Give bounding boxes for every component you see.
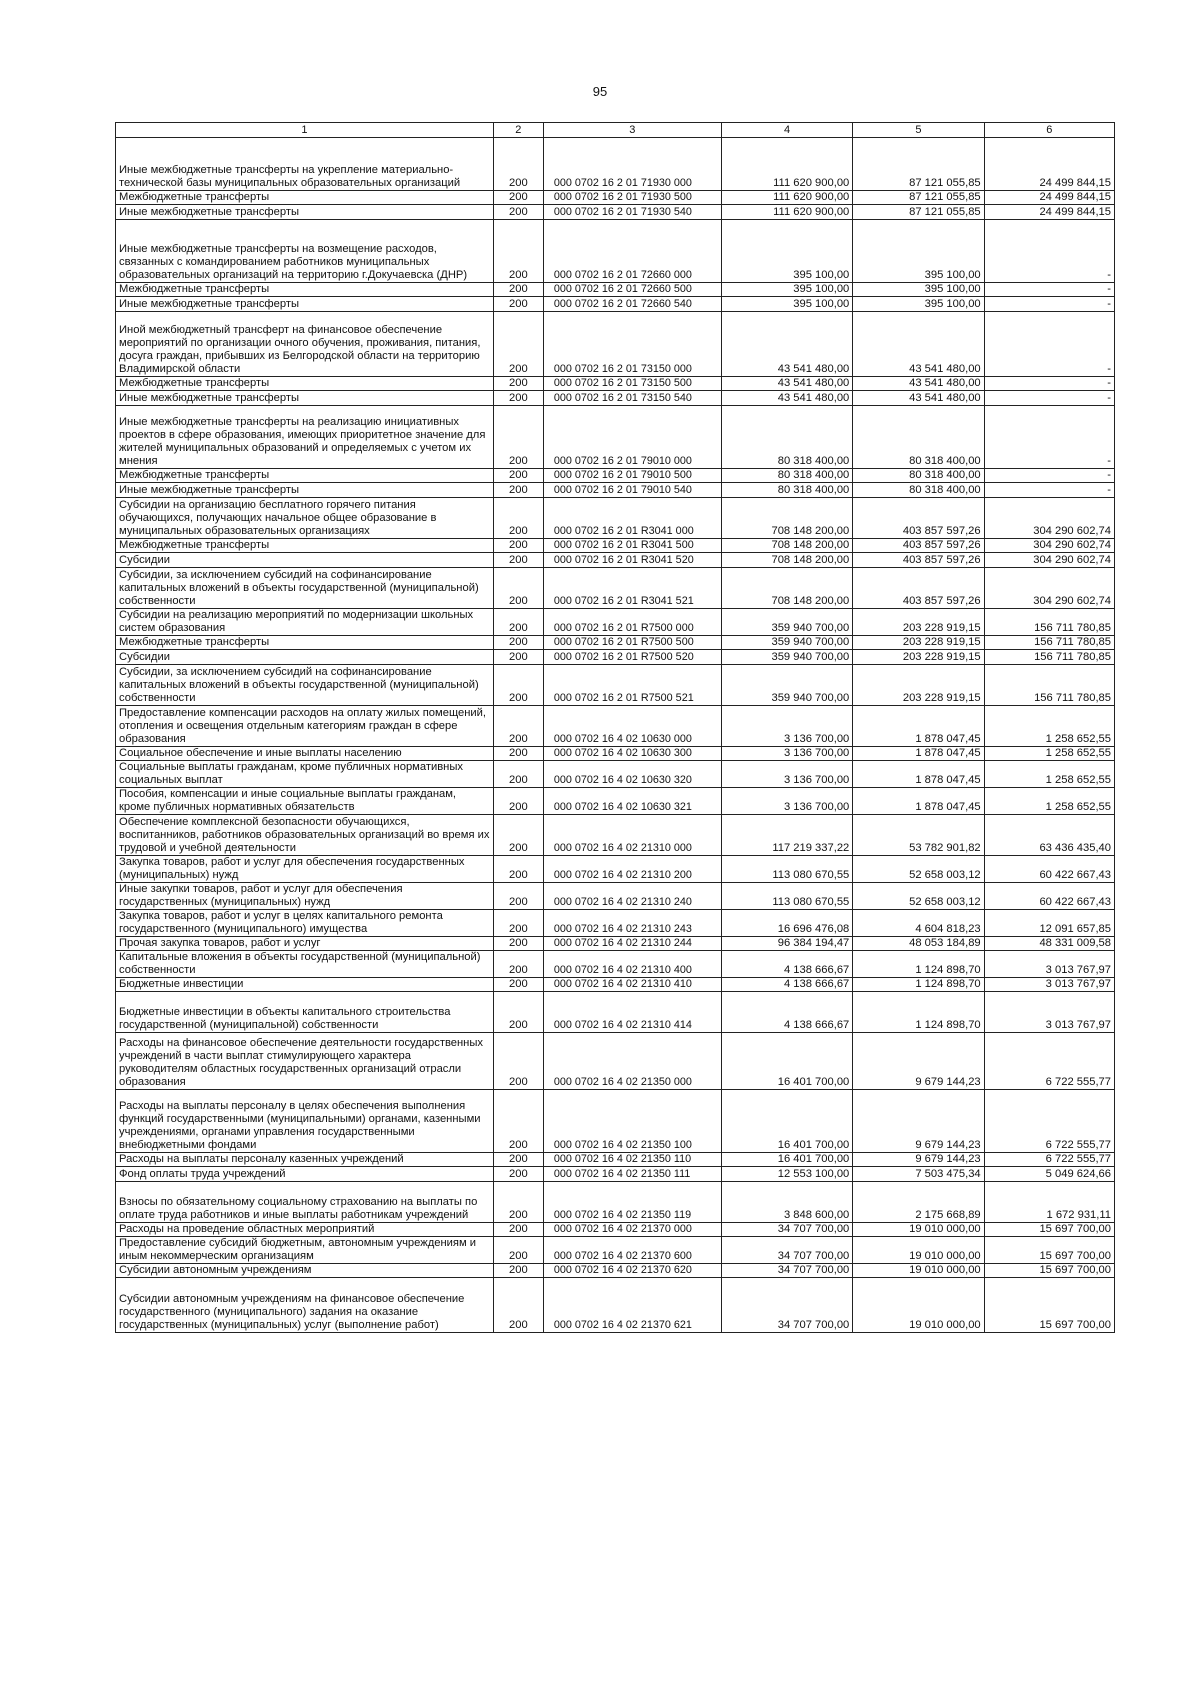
row-code: 000 0702 16 4 02 21350 110 (543, 1153, 721, 1167)
row-rest: 304 290 602,74 (984, 498, 1114, 539)
row-exec: 395 100,00 (853, 297, 984, 312)
row-plan: 113 080 670,55 (721, 883, 852, 910)
row-plan: 359 940 700,00 (721, 650, 852, 665)
table-row (116, 191, 1115, 205)
table-row (116, 1264, 1115, 1278)
row-plan: 34 707 700,00 (721, 1237, 852, 1264)
table-row (116, 856, 1115, 883)
row-name: Бюджетные инвестиции в объекты капитального строительства государственной (муниципальной) собственности (116, 992, 494, 1033)
row-rest: 304 290 602,74 (984, 539, 1114, 553)
row-exec: 4 604 818,23 (853, 910, 984, 937)
row-name: Социальные выплаты гражданам, кроме публичных нормативных социальных выплат (116, 761, 494, 788)
row-exec: 1 878 047,45 (853, 788, 984, 815)
table-row (116, 220, 1115, 283)
row-name: Межбюджетные трансферты (116, 469, 494, 483)
row-plan: 16 696 476,08 (721, 910, 852, 937)
row-name: Расходы на выплаты персоналу в целях обеспечения выполнения функций государственными (муниципальными) органами, казенными учреждениями, органами управления государственными внебюджетными фондами (116, 1090, 494, 1153)
row-code: 000 0702 16 4 02 10630 000 (543, 706, 721, 747)
row-grbs: 200 (493, 951, 543, 978)
table-row (116, 788, 1115, 815)
column-header: 2 (493, 123, 543, 138)
row-exec: 87 121 055,85 (853, 138, 984, 191)
table-row (116, 1167, 1115, 1182)
row-plan: 4 138 666,67 (721, 978, 852, 992)
row-grbs: 200 (493, 1264, 543, 1278)
table-header-row (116, 123, 1115, 138)
row-code: 000 0702 16 4 02 21350 119 (543, 1182, 721, 1223)
row-code: 000 0702 16 2 01 72660 000 (543, 220, 721, 283)
row-name: Обеспечение комплексной безопасности обучающихся, воспитанников, работников образовательных организаций во время их трудовой и учебной деятельности (116, 815, 494, 856)
row-exec: 203 228 919,15 (853, 650, 984, 665)
table-row (116, 978, 1115, 992)
row-grbs: 200 (493, 747, 543, 761)
row-exec: 43 541 480,00 (853, 312, 984, 377)
row-grbs: 200 (493, 138, 543, 191)
row-code: 000 0702 16 4 02 21310 000 (543, 815, 721, 856)
row-code: 000 0702 16 2 01 71930 540 (543, 205, 721, 220)
row-plan: 43 541 480,00 (721, 312, 852, 377)
row-grbs: 200 (493, 205, 543, 220)
table-row (116, 609, 1115, 636)
table-row (116, 568, 1115, 609)
row-rest: - (984, 391, 1114, 406)
row-grbs: 200 (493, 483, 543, 498)
table-row (116, 1278, 1115, 1333)
row-code: 000 0702 16 4 02 21310 240 (543, 883, 721, 910)
row-name: Капитальные вложения в объекты государственной (муниципальной) собственности (116, 951, 494, 978)
row-name: Субсидии, за исключением субсидий на софинансирование капитальных вложений в объекты государственной (муниципальной) собственности (116, 568, 494, 609)
row-grbs: 200 (493, 1278, 543, 1333)
row-rest: 156 711 780,85 (984, 650, 1114, 665)
row-grbs: 200 (493, 706, 543, 747)
row-rest: 15 697 700,00 (984, 1237, 1114, 1264)
row-name: Субсидии (116, 650, 494, 665)
row-code: 000 0702 16 2 01 73150 540 (543, 391, 721, 406)
row-rest: 15 697 700,00 (984, 1264, 1114, 1278)
row-rest: 1 258 652,55 (984, 761, 1114, 788)
row-plan: 4 138 666,67 (721, 951, 852, 978)
column-header: 5 (853, 123, 984, 138)
row-plan: 3 136 700,00 (721, 761, 852, 788)
table-row (116, 539, 1115, 553)
row-rest: 5 049 624,66 (984, 1167, 1114, 1182)
row-name: Иные межбюджетные трансферты (116, 483, 494, 498)
column-header: 1 (116, 123, 494, 138)
row-name: Субсидии, за исключением субсидий на софинансирование капитальных вложений в объекты государственной (муниципальной) собственности (116, 665, 494, 706)
row-exec: 9 679 144,23 (853, 1153, 984, 1167)
row-code: 000 0702 16 2 01 71930 000 (543, 138, 721, 191)
row-rest: 60 422 667,43 (984, 856, 1114, 883)
row-plan: 395 100,00 (721, 283, 852, 297)
row-exec: 1 878 047,45 (853, 761, 984, 788)
row-plan: 16 401 700,00 (721, 1153, 852, 1167)
row-exec: 80 318 400,00 (853, 406, 984, 469)
row-rest: 304 290 602,74 (984, 553, 1114, 568)
row-grbs: 200 (493, 553, 543, 568)
row-exec: 403 857 597,26 (853, 498, 984, 539)
row-plan: 111 620 900,00 (721, 205, 852, 220)
row-code: 000 0702 16 4 02 21310 414 (543, 992, 721, 1033)
row-plan: 708 148 200,00 (721, 498, 852, 539)
row-rest: 24 499 844,15 (984, 191, 1114, 205)
row-plan: 96 384 194,47 (721, 937, 852, 951)
table-row (116, 650, 1115, 665)
row-exec: 395 100,00 (853, 283, 984, 297)
table-row (116, 706, 1115, 747)
row-rest: 63 436 435,40 (984, 815, 1114, 856)
row-code: 000 0702 16 2 01 79010 540 (543, 483, 721, 498)
row-name: Субсидии автономным учреждениям на финансовое обеспечение государственного (муниципального) задания на оказание государственных (муниципальных) услуг (выполнение работ) (116, 1278, 494, 1333)
row-code: 000 0702 16 4 02 21310 400 (543, 951, 721, 978)
row-grbs: 200 (493, 978, 543, 992)
row-plan: 3 136 700,00 (721, 747, 852, 761)
row-grbs: 200 (493, 665, 543, 706)
row-exec: 203 228 919,15 (853, 665, 984, 706)
row-rest: 156 711 780,85 (984, 636, 1114, 650)
row-rest: 1 258 652,55 (984, 747, 1114, 761)
row-grbs: 200 (493, 1153, 543, 1167)
table-row (116, 747, 1115, 761)
row-grbs: 200 (493, 377, 543, 391)
row-rest: - (984, 483, 1114, 498)
table-row (116, 1033, 1115, 1090)
row-name: Иные закупки товаров, работ и услуг для обеспечения государственных (муниципальных) нужд (116, 883, 494, 910)
row-plan: 80 318 400,00 (721, 469, 852, 483)
row-rest: 1 258 652,55 (984, 788, 1114, 815)
row-grbs: 200 (493, 910, 543, 937)
row-exec: 1 124 898,70 (853, 951, 984, 978)
row-exec: 19 010 000,00 (853, 1223, 984, 1237)
row-plan: 4 138 666,67 (721, 992, 852, 1033)
row-plan: 111 620 900,00 (721, 191, 852, 205)
row-name: Субсидии на реализацию мероприятий по модернизации школьных систем образования (116, 609, 494, 636)
row-rest: - (984, 283, 1114, 297)
row-code: 000 0702 16 4 02 21350 000 (543, 1033, 721, 1090)
row-exec: 87 121 055,85 (853, 191, 984, 205)
row-plan: 708 148 200,00 (721, 539, 852, 553)
row-grbs: 200 (493, 992, 543, 1033)
table-row (116, 1182, 1115, 1223)
row-exec: 43 541 480,00 (853, 391, 984, 406)
row-code: 000 0702 16 4 02 21310 410 (543, 978, 721, 992)
row-code: 000 0702 16 2 01 73150 500 (543, 377, 721, 391)
row-name: Субсидии на организацию бесплатного горячего питания обучающихся, получающих начальное общее образование в муниципальных образовательных организациях (116, 498, 494, 539)
row-rest: - (984, 297, 1114, 312)
row-name: Предоставление компенсации расходов на оплату жилых помещений, отопления и освещения отдельным категориям граждан в сфере образования (116, 706, 494, 747)
row-grbs: 200 (493, 1223, 543, 1237)
row-plan: 16 401 700,00 (721, 1090, 852, 1153)
row-exec: 1 878 047,45 (853, 747, 984, 761)
row-code: 000 0702 16 2 01 72660 500 (543, 283, 721, 297)
row-rest: - (984, 406, 1114, 469)
row-exec: 19 010 000,00 (853, 1237, 984, 1264)
page-number: 95 (592, 84, 608, 99)
table-row (116, 553, 1115, 568)
row-plan: 16 401 700,00 (721, 1033, 852, 1090)
row-grbs: 200 (493, 856, 543, 883)
row-code: 000 0702 16 2 01 R7500 521 (543, 665, 721, 706)
row-plan: 359 940 700,00 (721, 609, 852, 636)
row-exec: 43 541 480,00 (853, 377, 984, 391)
row-exec: 403 857 597,26 (853, 553, 984, 568)
row-rest: 1 258 652,55 (984, 706, 1114, 747)
table-row (116, 297, 1115, 312)
row-rest: 60 422 667,43 (984, 883, 1114, 910)
row-code: 000 0702 16 4 02 21310 200 (543, 856, 721, 883)
row-grbs: 200 (493, 406, 543, 469)
row-rest: 3 013 767,97 (984, 951, 1114, 978)
row-code: 000 0702 16 2 01 R3041 000 (543, 498, 721, 539)
row-grbs: 200 (493, 297, 543, 312)
table-row (116, 483, 1115, 498)
row-rest: 156 711 780,85 (984, 609, 1114, 636)
row-name: Закупка товаров, работ и услуг для обеспечения государственных (муниципальных) нужд (116, 856, 494, 883)
table-row (116, 138, 1115, 191)
budget-table (115, 122, 1115, 1333)
row-grbs: 200 (493, 1033, 543, 1090)
row-rest: 6 722 555,77 (984, 1090, 1114, 1153)
row-plan: 111 620 900,00 (721, 138, 852, 191)
row-grbs: 200 (493, 815, 543, 856)
row-grbs: 200 (493, 568, 543, 609)
table-row (116, 910, 1115, 937)
column-header: 6 (984, 123, 1114, 138)
row-rest: - (984, 377, 1114, 391)
row-exec: 2 175 668,89 (853, 1182, 984, 1223)
row-plan: 395 100,00 (721, 220, 852, 283)
table-row (116, 283, 1115, 297)
row-plan: 34 707 700,00 (721, 1278, 852, 1333)
row-plan: 708 148 200,00 (721, 568, 852, 609)
row-rest: 15 697 700,00 (984, 1223, 1114, 1237)
row-exec: 80 318 400,00 (853, 469, 984, 483)
row-name: Иные межбюджетные трансферты (116, 205, 494, 220)
row-plan: 34 707 700,00 (721, 1264, 852, 1278)
row-name: Бюджетные инвестиции (116, 978, 494, 992)
row-rest: 156 711 780,85 (984, 665, 1114, 706)
row-name: Межбюджетные трансферты (116, 539, 494, 553)
table-row (116, 1223, 1115, 1237)
row-exec: 203 228 919,15 (853, 636, 984, 650)
row-name: Иные межбюджетные трансферты на возмещение расходов, связанных с командированием работников муниципальных образовательных организаций на территорию г.Докучаевска (ДНР) (116, 220, 494, 283)
row-plan: 113 080 670,55 (721, 856, 852, 883)
row-plan: 359 940 700,00 (721, 636, 852, 650)
row-code: 000 0702 16 4 02 21370 600 (543, 1237, 721, 1264)
row-grbs: 200 (493, 391, 543, 406)
row-exec: 403 857 597,26 (853, 539, 984, 553)
row-plan: 3 848 600,00 (721, 1182, 852, 1223)
row-code: 000 0702 16 4 02 21350 100 (543, 1090, 721, 1153)
row-plan: 3 136 700,00 (721, 706, 852, 747)
row-exec: 52 658 003,12 (853, 856, 984, 883)
row-rest: 24 499 844,15 (984, 138, 1114, 191)
row-name: Иные межбюджетные трансферты (116, 297, 494, 312)
row-code: 000 0702 16 2 01 73150 000 (543, 312, 721, 377)
row-plan: 708 148 200,00 (721, 553, 852, 568)
row-code: 000 0702 16 4 02 21370 621 (543, 1278, 721, 1333)
row-grbs: 200 (493, 1237, 543, 1264)
row-name: Межбюджетные трансферты (116, 283, 494, 297)
row-name: Межбюджетные трансферты (116, 377, 494, 391)
table-row (116, 937, 1115, 951)
row-rest: 3 013 767,97 (984, 992, 1114, 1033)
row-code: 000 0702 16 2 01 72660 540 (543, 297, 721, 312)
row-grbs: 200 (493, 191, 543, 205)
row-exec: 53 782 901,82 (853, 815, 984, 856)
row-rest: 6 722 555,77 (984, 1033, 1114, 1090)
row-grbs: 200 (493, 220, 543, 283)
table-row (116, 1237, 1115, 1264)
row-exec: 19 010 000,00 (853, 1264, 984, 1278)
row-grbs: 200 (493, 650, 543, 665)
table-row (116, 312, 1115, 377)
table-row (116, 205, 1115, 220)
row-exec: 9 679 144,23 (853, 1033, 984, 1090)
table-row (116, 636, 1115, 650)
row-plan: 34 707 700,00 (721, 1223, 852, 1237)
row-name: Иные межбюджетные трансферты (116, 391, 494, 406)
row-name: Расходы на проведение областных мероприятий (116, 1223, 494, 1237)
row-exec: 80 318 400,00 (853, 483, 984, 498)
row-rest: - (984, 312, 1114, 377)
row-name: Субсидии автономным учреждениям (116, 1264, 494, 1278)
row-exec: 1 878 047,45 (853, 706, 984, 747)
row-code: 000 0702 16 2 01 R3041 500 (543, 539, 721, 553)
row-grbs: 200 (493, 1090, 543, 1153)
row-plan: 43 541 480,00 (721, 391, 852, 406)
table-row (116, 469, 1115, 483)
row-grbs: 200 (493, 1167, 543, 1182)
row-code: 000 0702 16 2 01 R7500 500 (543, 636, 721, 650)
table-row (116, 1090, 1115, 1153)
table-row (116, 665, 1115, 706)
row-code: 000 0702 16 4 02 10630 320 (543, 761, 721, 788)
row-name: Иной межбюджетный трансферт на финансовое обеспечение мероприятий по организации очного обучения, проживания, питания, досуга граждан, прибывших из Белгородской области на территорию Владимирской области (116, 312, 494, 377)
row-plan: 80 318 400,00 (721, 406, 852, 469)
row-rest: 15 697 700,00 (984, 1278, 1114, 1333)
row-rest: - (984, 220, 1114, 283)
row-code: 000 0702 16 4 02 21370 000 (543, 1223, 721, 1237)
row-exec: 52 658 003,12 (853, 883, 984, 910)
row-rest: - (984, 469, 1114, 483)
column-header: 3 (543, 123, 721, 138)
row-code: 000 0702 16 4 02 21370 620 (543, 1264, 721, 1278)
row-plan: 80 318 400,00 (721, 483, 852, 498)
row-code: 000 0702 16 2 01 79010 500 (543, 469, 721, 483)
row-name: Закупка товаров, работ и услуг в целях капитального ремонта государственного (муниципального) имущества (116, 910, 494, 937)
row-name: Взносы по обязательному социальному страхованию на выплаты по оплате труда работников и иные выплаты работникам учреждений (116, 1182, 494, 1223)
row-exec: 203 228 919,15 (853, 609, 984, 636)
row-plan: 359 940 700,00 (721, 665, 852, 706)
row-rest: 6 722 555,77 (984, 1153, 1114, 1167)
row-grbs: 200 (493, 636, 543, 650)
row-code: 000 0702 16 2 01 R3041 521 (543, 568, 721, 609)
row-exec: 87 121 055,85 (853, 205, 984, 220)
row-grbs: 200 (493, 539, 543, 553)
row-name: Иные межбюджетные трансферты на реализацию инициативных проектов в сфере образования, имеющих приоритетное значение для жителей муниципальных образований и определяемых с учетом их мнения (116, 406, 494, 469)
row-exec: 403 857 597,26 (853, 568, 984, 609)
row-grbs: 200 (493, 883, 543, 910)
row-name: Субсидии (116, 553, 494, 568)
row-grbs: 200 (493, 609, 543, 636)
row-rest: 1 672 931,11 (984, 1182, 1114, 1223)
row-grbs: 200 (493, 469, 543, 483)
column-header: 4 (721, 123, 852, 138)
row-rest: 24 499 844,15 (984, 205, 1114, 220)
row-plan: 117 219 337,22 (721, 815, 852, 856)
table-row (116, 992, 1115, 1033)
row-grbs: 200 (493, 788, 543, 815)
table-row (116, 1153, 1115, 1167)
row-code: 000 0702 16 4 02 21310 244 (543, 937, 721, 951)
row-code: 000 0702 16 4 02 10630 321 (543, 788, 721, 815)
row-grbs: 200 (493, 937, 543, 951)
table-row (116, 406, 1115, 469)
row-exec: 19 010 000,00 (853, 1278, 984, 1333)
row-code: 000 0702 16 4 02 21310 243 (543, 910, 721, 937)
row-name: Предоставление субсидий бюджетным, автономным учреждениям и иным некоммерческим организациям (116, 1237, 494, 1264)
row-exec: 395 100,00 (853, 220, 984, 283)
table-row (116, 883, 1115, 910)
row-exec: 1 124 898,70 (853, 992, 984, 1033)
row-rest: 12 091 657,85 (984, 910, 1114, 937)
row-code: 000 0702 16 4 02 10630 300 (543, 747, 721, 761)
row-rest: 48 331 009,58 (984, 937, 1114, 951)
row-name: Иные межбюджетные трансферты на укрепление материально-технической базы муниципальных образовательных организаций (116, 138, 494, 191)
row-grbs: 200 (493, 312, 543, 377)
row-code: 000 0702 16 2 01 71930 500 (543, 191, 721, 205)
row-rest: 304 290 602,74 (984, 568, 1114, 609)
row-exec: 48 053 184,89 (853, 937, 984, 951)
row-name: Межбюджетные трансферты (116, 636, 494, 650)
row-grbs: 200 (493, 498, 543, 539)
row-name: Социальное обеспечение и иные выплаты населению (116, 747, 494, 761)
row-code: 000 0702 16 2 01 R7500 520 (543, 650, 721, 665)
row-plan: 395 100,00 (721, 297, 852, 312)
row-exec: 1 124 898,70 (853, 978, 984, 992)
row-grbs: 200 (493, 761, 543, 788)
table-row (116, 761, 1115, 788)
row-rest: 3 013 767,97 (984, 978, 1114, 992)
table-row (116, 815, 1115, 856)
row-name: Пособия, компенсации и иные социальные выплаты гражданам, кроме публичных нормативных обязательств (116, 788, 494, 815)
row-grbs: 200 (493, 1182, 543, 1223)
row-plan: 12 553 100,00 (721, 1167, 852, 1182)
row-name: Прочая закупка товаров, работ и услуг (116, 937, 494, 951)
row-name: Расходы на выплаты персоналу казенных учреждений (116, 1153, 494, 1167)
table-row (116, 377, 1115, 391)
row-name: Фонд оплаты труда учреждений (116, 1167, 494, 1182)
row-code: 000 0702 16 2 01 R3041 520 (543, 553, 721, 568)
row-name: Расходы на финансовое обеспечение деятельности государственных учреждений в части выплат стимулирующего характера руководителям областных государственных организаций отрасли образования (116, 1033, 494, 1090)
row-plan: 43 541 480,00 (721, 377, 852, 391)
row-code: 000 0702 16 4 02 21350 111 (543, 1167, 721, 1182)
row-code: 000 0702 16 2 01 R7500 000 (543, 609, 721, 636)
table-row (116, 951, 1115, 978)
row-exec: 7 503 475,34 (853, 1167, 984, 1182)
row-code: 000 0702 16 2 01 79010 000 (543, 406, 721, 469)
table-row (116, 391, 1115, 406)
row-exec: 9 679 144,23 (853, 1090, 984, 1153)
table-row (116, 498, 1115, 539)
row-grbs: 200 (493, 283, 543, 297)
row-plan: 3 136 700,00 (721, 788, 852, 815)
row-name: Межбюджетные трансферты (116, 191, 494, 205)
